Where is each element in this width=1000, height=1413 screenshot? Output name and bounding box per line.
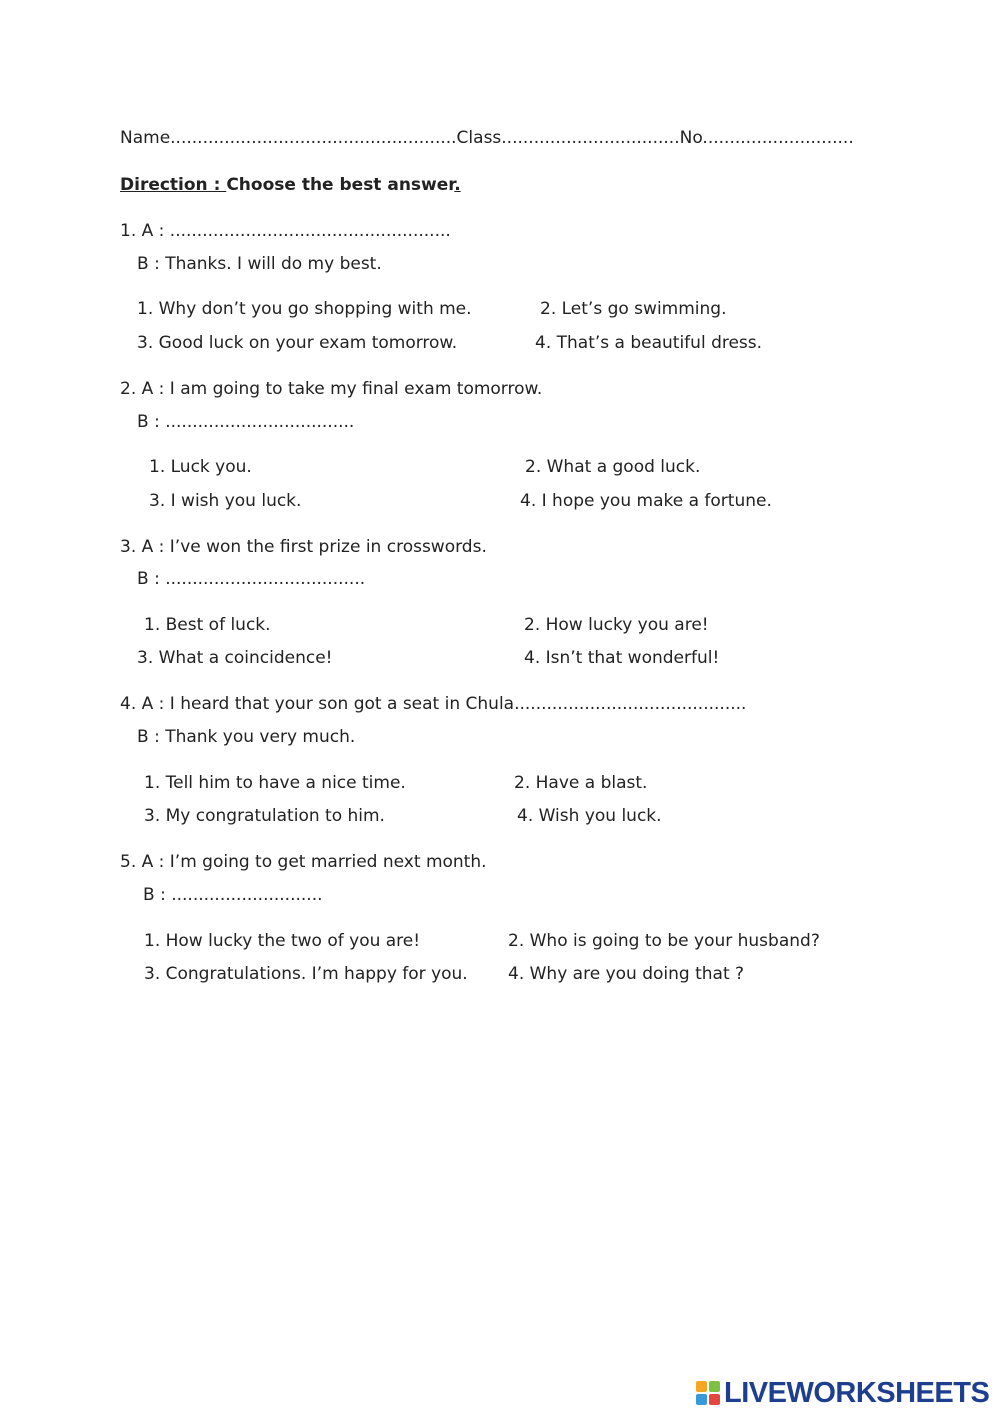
question-4-option-1: 1. Tell him to have a nice time. [144, 773, 406, 793]
question-1-option-4: 4. That’s a beautiful dress. [535, 333, 763, 353]
question-1-option-2: 2. Let’s go swimming. [540, 299, 727, 319]
question-1-option-3: 3. Good luck on your exam tomorrow. [137, 333, 458, 353]
question-4-option-3: 3. My congratulation to him. [144, 806, 385, 826]
question-5-b: B : ............................ [143, 885, 323, 905]
question-2-b: B : ................................... [137, 412, 355, 432]
question-2-option-4: 4. I hope you make a fortune. [520, 491, 772, 511]
question-3-option-3: 3. What a coincidence! [137, 648, 333, 668]
question-5-option-4: 4. Why are you doing that ? [508, 964, 745, 984]
question-5-option-1: 1. How lucky the two of you are! [144, 931, 421, 951]
logo-text: LIVEWORKSHEETS [724, 1377, 990, 1409]
logo-mark-square [696, 1394, 707, 1405]
question-1-b: B : Thanks. I will do my best. [137, 254, 382, 274]
question-5-option-3: 3. Congratulations. I’m happy for you. [144, 964, 468, 984]
direction-text: Choose the best answer [226, 175, 455, 195]
question-4-option-2: 2. Have a blast. [514, 773, 648, 793]
question-1-a: 1. A : .................................................... [120, 221, 451, 241]
question-3-b: B : ..................................... [137, 569, 366, 589]
question-5-a: 5. A : I’m going to get married next month. [120, 852, 487, 872]
logo-mark-square [709, 1394, 720, 1405]
logo-mark-square [709, 1381, 720, 1392]
question-5-option-2: 2. Who is going to be your husband? [508, 931, 820, 951]
liveworksheets-logo[interactable] [696, 1378, 989, 1408]
direction-label: Direction : [120, 175, 227, 195]
question-2-option-2: 2. What a good luck. [525, 457, 701, 477]
question-4-option-4: 4. Wish you luck. [517, 806, 662, 826]
question-4-a: 4. A : I heard that your son got a seat in Chula........................................... [120, 694, 747, 714]
question-2-option-1: 1. Luck you. [149, 457, 252, 477]
question-3-option-1: 1. Best of luck. [144, 615, 271, 635]
logo-mark-square [696, 1381, 707, 1392]
question-3-option-4: 4. Isn’t that wonderful! [524, 648, 720, 668]
question-2-a: 2. A : I am going to take my final exam tomorrow. [120, 379, 543, 399]
direction [120, 175, 461, 195]
question-1-option-1: 1. Why don’t you go shopping with me. [137, 299, 472, 319]
liveworksheets-logo-icon [696, 1381, 720, 1405]
question-2-option-3: 3. I wish you luck. [149, 491, 302, 511]
question-3-a: 3. A : I’ve won the first prize in crosswords. [120, 537, 487, 557]
question-3-option-2: 2. How lucky you are! [524, 615, 709, 635]
name-class-no-line: Name.....................................................Class.................................No............................ [120, 128, 854, 148]
direction-period: . [454, 175, 461, 195]
question-4-b: B : Thank you very much. [137, 727, 356, 747]
